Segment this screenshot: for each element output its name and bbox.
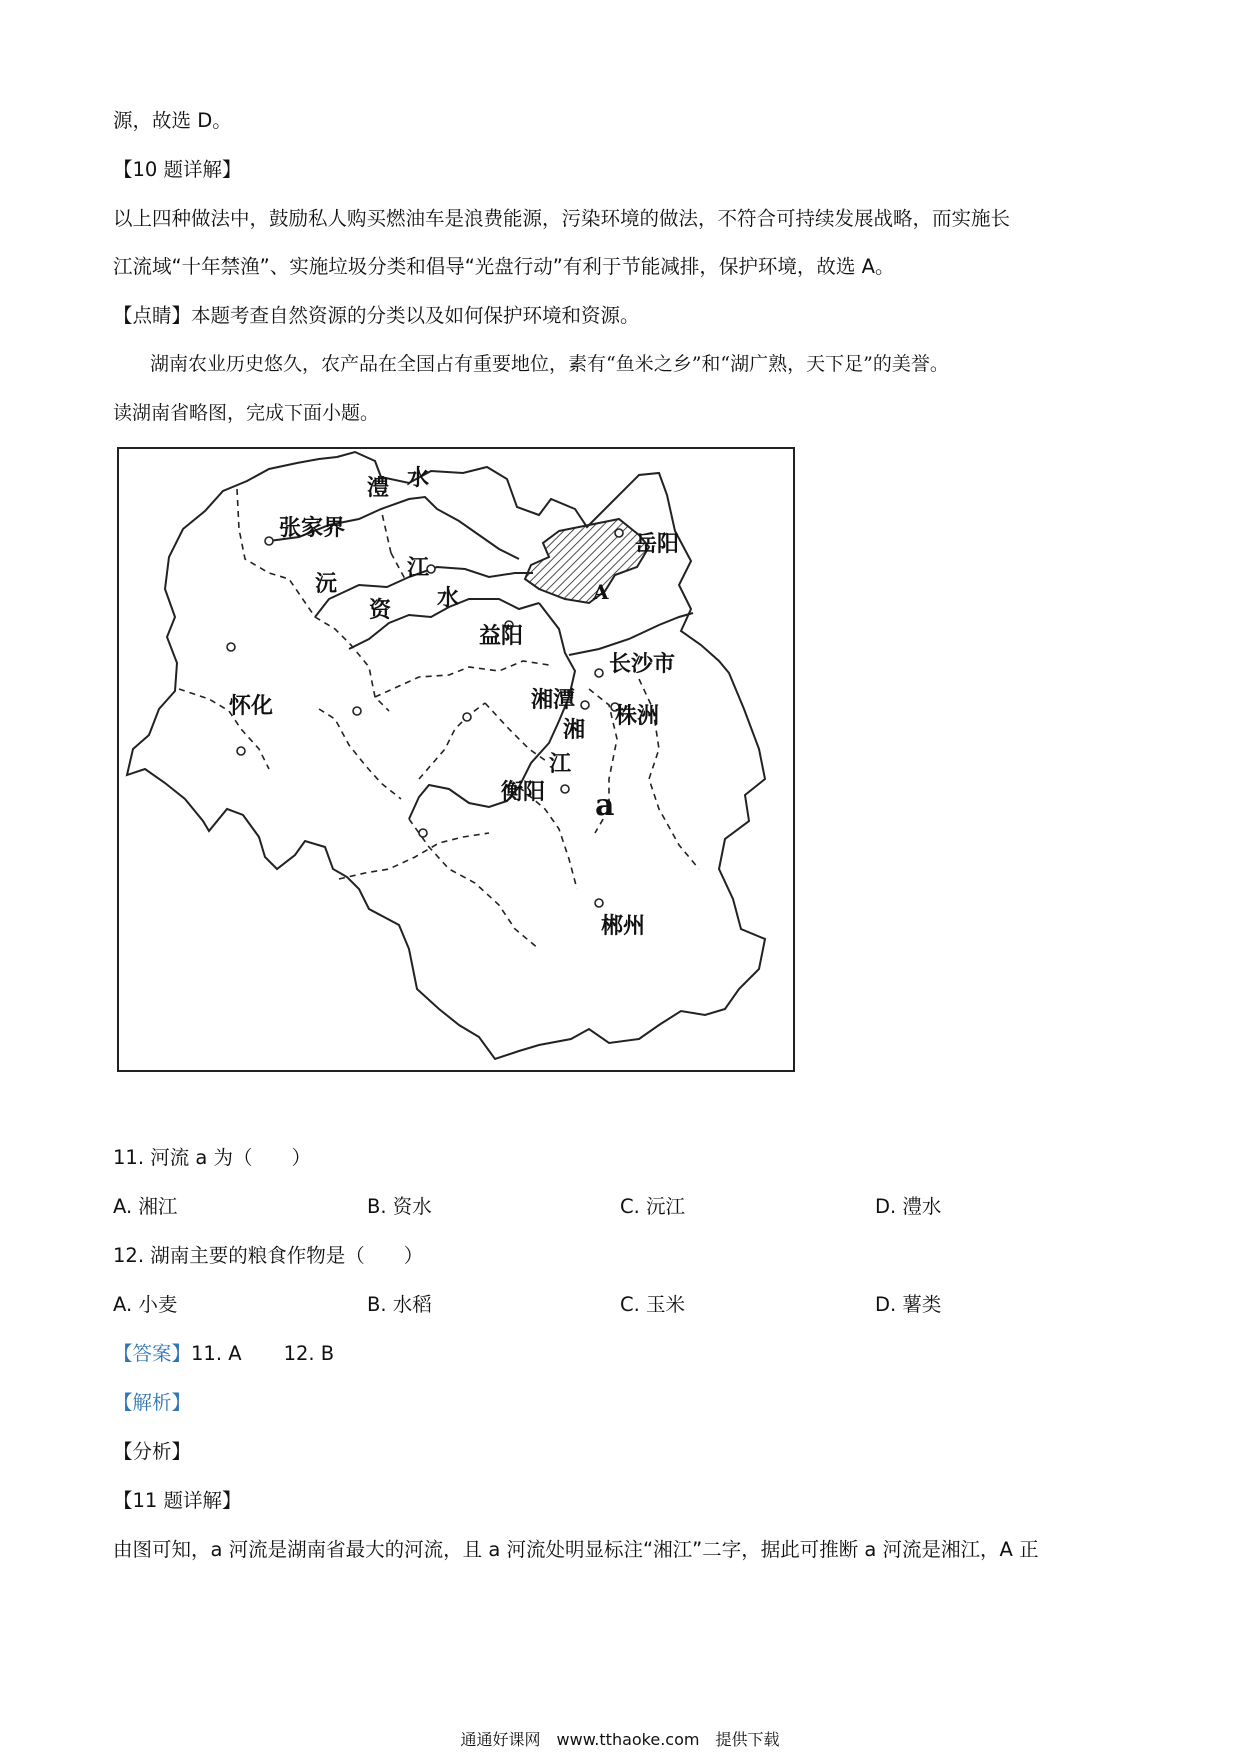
answer-11: 11. A	[191, 1342, 242, 1365]
hengyang-dot	[561, 785, 569, 793]
text-line-1: 源，故选 D。	[113, 109, 232, 132]
label-xiangtan: 湘潭	[531, 687, 576, 713]
huaihua-dot	[237, 747, 245, 755]
label-yuanjiang-2: 江	[407, 555, 430, 581]
label-xiangjiang-1: 湘	[563, 717, 586, 743]
xiangtan-dot	[581, 701, 589, 709]
question-12-option-c: C. 玉米	[620, 1293, 686, 1316]
heading-q10-detail: 【10 题详解】	[113, 158, 242, 181]
label-yuanjiang-1: 沅	[315, 571, 338, 597]
intro-line-1: 湖南农业历史悠久，农产品在全国占有重要地位，素有“鱼米之乡”和“湖广熟，天下足”的美誉。	[150, 353, 949, 375]
footer-source: 通通好课网 www.tthaoke.com 提供下载	[460, 1730, 780, 1749]
zhangjiajie-dot	[265, 537, 273, 545]
label-chenzhou: 郴州	[601, 913, 646, 939]
question-12-option-d: D. 薯类	[875, 1293, 942, 1316]
answer-label: 【答案】	[113, 1342, 192, 1365]
label-huaihua: 怀化	[229, 693, 274, 719]
question-11-option-b: B. 资水	[367, 1195, 432, 1218]
hunan-map	[117, 447, 795, 1072]
yongzhou-dot	[419, 829, 427, 837]
label-river-a: a	[595, 788, 615, 823]
paragraph-q10-line2: 江流域“十年禁渔”、实施垃圾分类和倡导“光盘行动”有利于节能减排，保护环境，故选 A。	[113, 255, 895, 278]
question-11-option-a: A. 湘江	[113, 1195, 178, 1218]
paragraph-q11: 由图可知，a 河流是湖南省最大的河流，且 a 河流处明显标注“湘江”二字，据此可推断 a 河流是湘江，A 正	[113, 1538, 1039, 1561]
answer-line	[113, 1344, 334, 1364]
shaoyang-dot	[353, 707, 361, 715]
label-xiangjiang-2: 江	[549, 751, 572, 777]
label-lishui-2: 水	[407, 465, 430, 491]
answer-12: 12. B	[283, 1342, 335, 1365]
yueyang-dot	[615, 529, 623, 537]
label-lishui-1: 澧	[367, 475, 390, 501]
jishou-dot	[227, 643, 235, 651]
question-11-option-c: C. 沅江	[620, 1195, 686, 1218]
intro-line-2: 读湖南省略图，完成下面小题。	[113, 402, 380, 424]
hunan-map-svg	[119, 449, 793, 1070]
label-zhangjiajie: 张家界	[279, 515, 346, 541]
dianjing-note: 【点睛】本题考查自然资源的分类以及如何保护环境和资源。	[113, 304, 640, 327]
question-11-option-d: D. 澧水	[875, 1195, 942, 1218]
label-zishui-1: 资	[369, 597, 392, 623]
changsha-dot	[595, 669, 603, 677]
label-yiyang: 益阳	[479, 623, 524, 649]
loudi-dot	[463, 713, 471, 721]
chenzhou-dot	[595, 899, 603, 907]
jiexi-label: 【解析】	[113, 1391, 192, 1414]
label-zishui-2: 水	[437, 585, 460, 611]
heading-q11-detail: 【11 题详解】	[113, 1489, 242, 1512]
label-lake-a: A	[593, 580, 609, 604]
paragraph-q10-line1: 以上四种做法中，鼓励私人购买燃油车是浪费能源，污染环境的做法，不符合可持续发展战略，而实施长	[113, 207, 1011, 230]
question-11-stem: 11. 河流 a 为（ ）	[113, 1146, 312, 1169]
dongting-lake	[525, 519, 649, 603]
river-east	[569, 613, 693, 655]
question-12-option-a: A. 小麦	[113, 1293, 178, 1316]
question-12-option-b: B. 水稻	[367, 1293, 432, 1316]
question-12-stem: 12. 湖南主要的粮食作物是（ ）	[113, 1244, 424, 1267]
label-hengyang: 衡阳	[501, 779, 546, 805]
label-zhuzhou: 株洲	[615, 703, 660, 729]
label-yueyang: 岳阳	[635, 531, 680, 557]
fenxi-label: 【分析】	[113, 1440, 192, 1463]
label-changsha: 长沙市	[609, 651, 676, 677]
